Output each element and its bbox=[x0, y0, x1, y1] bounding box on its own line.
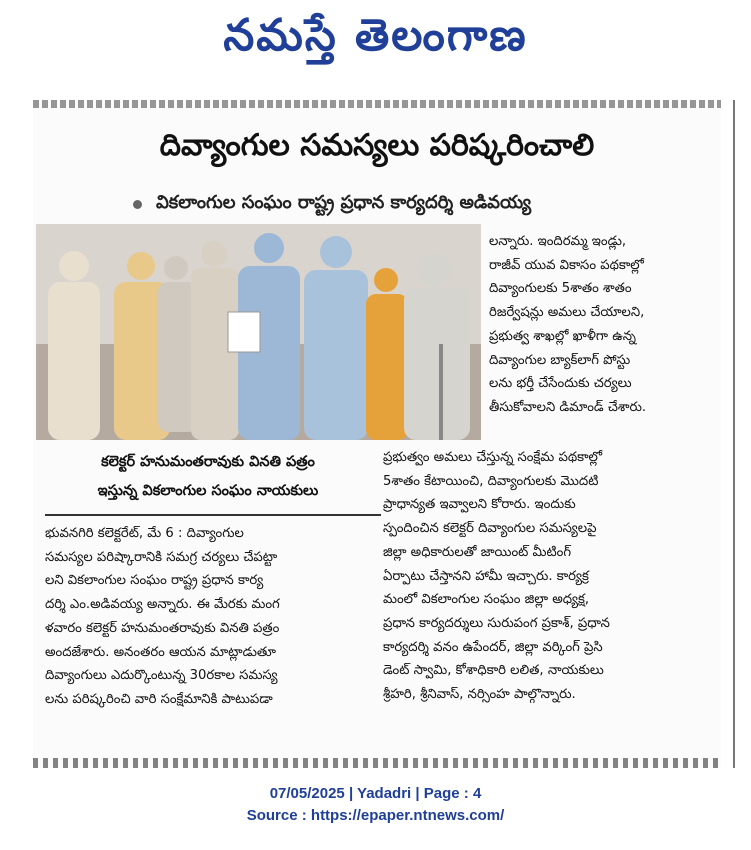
group-photo-illustration bbox=[36, 224, 481, 440]
page-frame-line bbox=[733, 100, 735, 768]
text-line: జిల్లా అధికారులతో జాయింట్ మీటింగ్ bbox=[383, 544, 572, 560]
article-headline: దివ్యాంగుల సమస్యలు పరిష్కరించాలి bbox=[159, 128, 595, 163]
text-line: అందజేశారు. అనంతరం ఆయన మాట్లాడుతూ bbox=[45, 644, 276, 660]
caption-line: ఇస్తున్న వికలాంగుల సంఘం నాయకులు bbox=[97, 483, 319, 499]
newspaper-masthead bbox=[0, 0, 751, 82]
text-line: 5శాతం కేటాయించి, దివ్యాంగులకు మొదటి bbox=[383, 473, 599, 489]
text-line: లని వికలాంగుల సంఘం రాష్ట్ర ప్రధాన కార్య bbox=[45, 573, 264, 589]
photo-caption bbox=[43, 448, 373, 506]
text-line: భువనగిరి కలెక్టరేట్, మే 6 : దివ్యాంగుల bbox=[45, 526, 244, 541]
footer-source: Source : https://epaper.ntnews.com/ bbox=[246, 807, 505, 824]
text-line: లన్నారు. ఇందిరమ్మ ఇండ్లు, bbox=[489, 234, 627, 249]
caption-line: కలెక్టర్ హనుమంతరావుకు వినతి పత్రం bbox=[101, 454, 315, 470]
text-line: ప్రభుత్వం అమలు చేస్తున్న సంక్షేమ పథకాల్లో bbox=[383, 450, 603, 465]
page-footer bbox=[0, 783, 751, 827]
news-clipping bbox=[33, 100, 721, 768]
subheadline-text: వికలాంగుల సంఘం రాష్ట్ర ప్రధాన కార్యదర్శి అడివయ్య bbox=[156, 192, 532, 213]
text-line: శ్రీహరి, శ్రీనివాస్, నర్సింహ పాల్గొన్నారు. bbox=[383, 687, 576, 703]
text-line: ప్రధాన కార్యదర్శులు సురుపంగ ప్రకాశ్, ప్రధాన bbox=[383, 615, 610, 631]
text-line: దర్శి ఎం.అడివయ్య అన్నారు. ఈ మేరకు మంగ bbox=[45, 597, 280, 613]
text-line: ప్రాధాన్యత ఇవ్వాలని కోరారు. ఇందుకు bbox=[383, 497, 576, 513]
left-column-text bbox=[45, 522, 377, 712]
text-line: ఏర్పాటు చేస్తానని హామీ ఇచ్చారు. కార్యక్ర bbox=[383, 568, 589, 584]
text-line: దివ్యాంగులు ఎదుర్కొంటున్న 30రకాల సమస్య bbox=[45, 668, 278, 684]
text-line: రిజర్వేషన్లు అమలు చేయాలని, bbox=[489, 305, 645, 321]
article-subheadline bbox=[133, 192, 703, 217]
article-photo bbox=[36, 224, 481, 440]
text-line: కార్యదర్శి వనం ఉపేందర్, జిల్లా వర్కింగ్ ప్రెసి bbox=[383, 639, 603, 655]
text-line: డెంట్ స్వామి, కోశాధికారి లలిత, నాయకులు bbox=[383, 663, 604, 679]
footer-date-edition-page: 07/05/2025 | Yadadri | Page : 4 bbox=[269, 785, 482, 802]
right-column-top-text bbox=[489, 230, 714, 420]
clipping-top-edge bbox=[33, 100, 721, 108]
text-line: ళవారం కలెక్టర్ హనుమంతరావుకు వినతి పత్రం bbox=[45, 620, 280, 636]
text-line: లను పరిష్కరించి వారి సంక్షేమానికి పాటుపడా bbox=[45, 691, 273, 707]
right-column-bottom-text bbox=[383, 446, 715, 707]
clipping-bottom-edge bbox=[33, 758, 721, 768]
text-line: దివ్యాంగులకు 5శాతం శాతం bbox=[489, 281, 632, 297]
text-line: మంలో వికలాంగుల సంఘం జిల్లా అధ్యక్ష, bbox=[383, 592, 590, 608]
text-line: తీసుకోవాలని డిమాండ్ చేశారు. bbox=[489, 399, 647, 415]
masthead-title: నమస్తే తెలంగాణ bbox=[223, 10, 528, 61]
text-line: సమస్యల పరిష్కారానికి సమగ్ర చర్యలు చేపట్టా bbox=[45, 549, 278, 565]
text-line: లను భర్తీ చేసేందుకు చర్యలు bbox=[489, 376, 632, 392]
text-line: దివ్యాంగుల బ్యాక్‌లాగ్ పోస్టు bbox=[489, 352, 631, 368]
caption-divider bbox=[45, 514, 381, 516]
text-line: ప్రభుత్వ శాఖల్లో ఖాళీగా ఉన్న bbox=[489, 328, 636, 344]
bullet-icon bbox=[133, 200, 142, 209]
text-line: రాజీవ్ యువ వికాసం పథకాల్లో bbox=[489, 257, 644, 273]
text-line: స్పందించిన కలెక్టర్ దివ్యాంగుల సమస్యలపై bbox=[383, 521, 597, 537]
